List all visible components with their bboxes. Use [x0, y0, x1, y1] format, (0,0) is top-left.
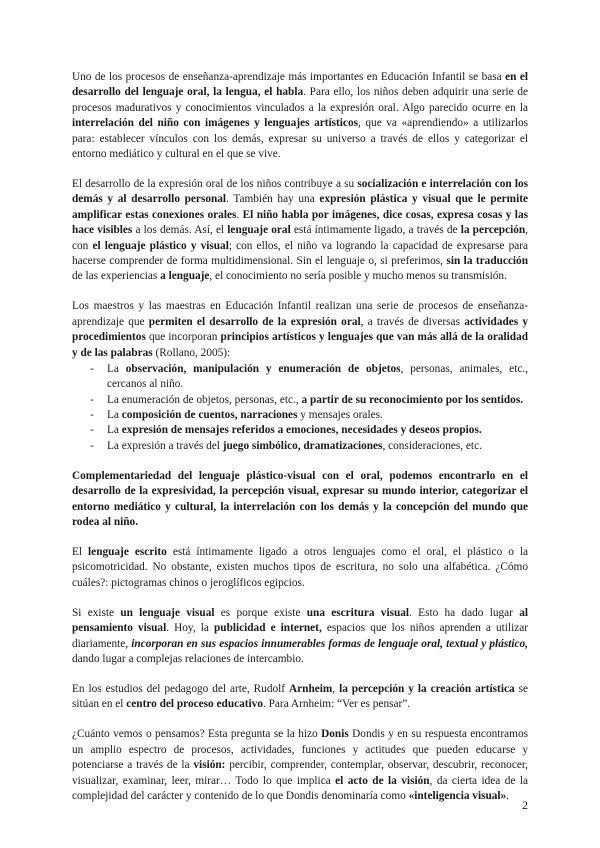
bold-text: interrelación del niño con imágenes y lenguajes artísticos — [72, 117, 358, 130]
bold-italic-text: incorporan en sus espacios innumerables formas de lenguaje oral, textual y plástico, — [131, 637, 529, 650]
bold-text: «inteligencia visual» — [408, 790, 507, 802]
bold-text: Donis — [321, 728, 349, 741]
dash-list — [72, 362, 528, 454]
paragraph: Si existe un lenguaje visual es porque existe una escritura visual. Esto ha dado lugar al pensamiento visual. Hoy, la publicidad e internet, espacios que los niños aprenden a utilizar diariamente, incorporan en sus espacios innumerables formas de lenguaje oral, textual y plástico, dando lugar a complejas relaciones de intercambio. — [72, 606, 529, 665]
paragraph: Uno de los procesos de enseñanza-aprendizaje más importantes en Educación Infantil se basa en el desarrollo del lenguaje oral, la lengua, el habla. Para ello, los niños deben adquirir una serie de procesos madurativos y conocimientos vinculados a la expresión oral. Algo parecido ocurre en la interrelación del niño con imágenes y lenguajes artísticos, que va «aprendiendo» a utilizarlos para: establecer vínculos con los demás, expresar su universo a través de ellos y categorizar el entorno mediático y cultural en el que se vive. — [72, 71, 529, 161]
list-item: - La expresión de mensajes referidos a emociones, necesidades y deseos propios. — [72, 423, 528, 438]
bold-text: un lenguaje visual — [120, 606, 215, 619]
bold-text: lenguaje escrito — [88, 545, 167, 558]
paragraph — [72, 469, 528, 531]
bold-text: sin la traducción — [446, 255, 528, 268]
bold-text: composición de cuentos, narraciones — [121, 408, 298, 421]
bold-text: expresión de mensajes referidos a emociones, necesidades y deseos propios. — [121, 424, 482, 437]
bold-text: al pensamiento visual — [72, 606, 528, 635]
bold-text: juego simbólico, dramatizaciones — [222, 439, 383, 452]
bold-text: centro del proceso educativo — [126, 698, 263, 711]
list-item: - La expresión a través del juego simbólico, dramatizaciones, consideraciones, etc. — [72, 439, 528, 454]
page-number: 2 — [522, 798, 528, 812]
bold-text: actividades y procedimientos — [72, 315, 529, 344]
bold-text: una escritura visual — [306, 606, 410, 619]
bold-text: a partir de su reconocimiento por los sentidos. — [301, 393, 524, 406]
bold-text: expresión plástica y visual que le permite amplificar estas conexiones orales — [72, 193, 529, 221]
paragraph: Los maestros y las maestras en Educación Infantil realizan una serie de procesos de enseñanza-aprendizaje que permiten el desarrollo de la expresión oral, a través de diversas actividades y procedimientos que incorporan principios artísticos y lenguajes que van más allá de la oralidad y de las palabras (Rollano, 2005): — [72, 300, 529, 359]
list-item: - La observación, manipulación y enumeración de objetos, personas, animales, etc., cercanos al niño. — [72, 362, 528, 393]
bold-text: en el desarrollo del lenguaje oral, la lengua, el habla — [72, 71, 528, 99]
paragraph: El desarrollo de la expresión oral de los niños contribuye a su socialización e interrelación con los demás y al desarrollo personal. También hay una expresión plástica y visual que le permite amplificar estas conexiones orales. El niño habla por imágenes, dice cosas, expresa cosas y las hace visibles a los demás. Así, el lenguaje oral está íntimamente ligado, a través de la percepción, con el lenguaje plástico y visual; con ellos, el niño va logrando la capacidad de expresarse para hacerse comprender de forma multidimensional. Sin el lenguaje o, si preferimos, sin la traducción de las experiencias a lenguaje, el conocimiento no sería posible y mucho menos su transmisión. — [72, 178, 529, 283]
list-item: - La enumeración de objetos, personas, etc., a partir de su reconocimiento por los sentidos. — [72, 393, 528, 408]
list-item: - La composición de cuentos, narraciones y mensajes orales. — [72, 408, 528, 423]
bold-text: socialización e interrelación con los demás y al desarrollo personal — [72, 178, 528, 206]
bold-text: el acto de la visión — [335, 774, 430, 787]
bold-text: observación, manipulación y enumeración de objetos — [125, 362, 401, 375]
bold-text: Arnheim — [288, 682, 333, 695]
bold-text: Complementariedad del lenguaje plástico-visual con el oral, podemos encontrarlo en el desarrollo de la expresividad, la percepción visual, expresar su mundo interior, categorizar el entorno mediático y cultural, la interrelación con los demás y la concepción del mundo que rodea al niño. — [72, 469, 528, 528]
bold-text: principios artísticos y lenguajes que van más allá de la oralidad y de las palabras — [72, 331, 528, 359]
bold-text: permiten el desarrollo de la expresión oral — [148, 315, 361, 328]
paragraph: En los estudios del pedagogo del arte, Rudolf Arnheim, la percepción y la creación artística se sitúan en el centro del proceso educativo. Para Arnheim: “Ver es pensar”. — [72, 682, 528, 711]
bold-text: a lenguaje — [160, 270, 210, 283]
bold-text: El niño habla por imágenes, dice cosas, expresa cosas y las hace visibles — [72, 208, 528, 237]
paragraph: ¿Cuánto vemos o pensamos? Esta pregunta se la hizo Donis Dondis y en su respuesta encontramos un amplio espectro de procesos, actividades, funciones y actitudes que pueden educarse y potenciarse a través de la visión: percibir, comprender, contemplar, observar, descubrir, reconocer, visualizar, examinar, leer, mirar… Todo lo que implica el acto de la visión, da cierta idea de la complejidad del carácter y contenido de lo que Dondis denominaría como «inteligencia visual». — [72, 728, 528, 802]
bold-text: la percepción y la creación artística — [339, 682, 515, 695]
bold-text: el lenguaje plástico y visual — [92, 239, 229, 252]
bold-text: visión: — [193, 759, 226, 772]
paragraph: El lenguaje escrito está íntimamente ligado a otros lenguajes como el oral, el plástico o la psicomotricidad. No obstante, existen muchos tipos de escritura, no solo una alfabética. ¿Cómo cuáles?: pictogramas chinos o jeroglíficos egipcios. — [72, 545, 529, 589]
bold-text: lenguaje oral — [227, 224, 291, 237]
bold-text: publicidad e internet, — [214, 622, 322, 635]
bold-text: la percepción — [460, 224, 526, 237]
document-body — [72, 70, 528, 819]
